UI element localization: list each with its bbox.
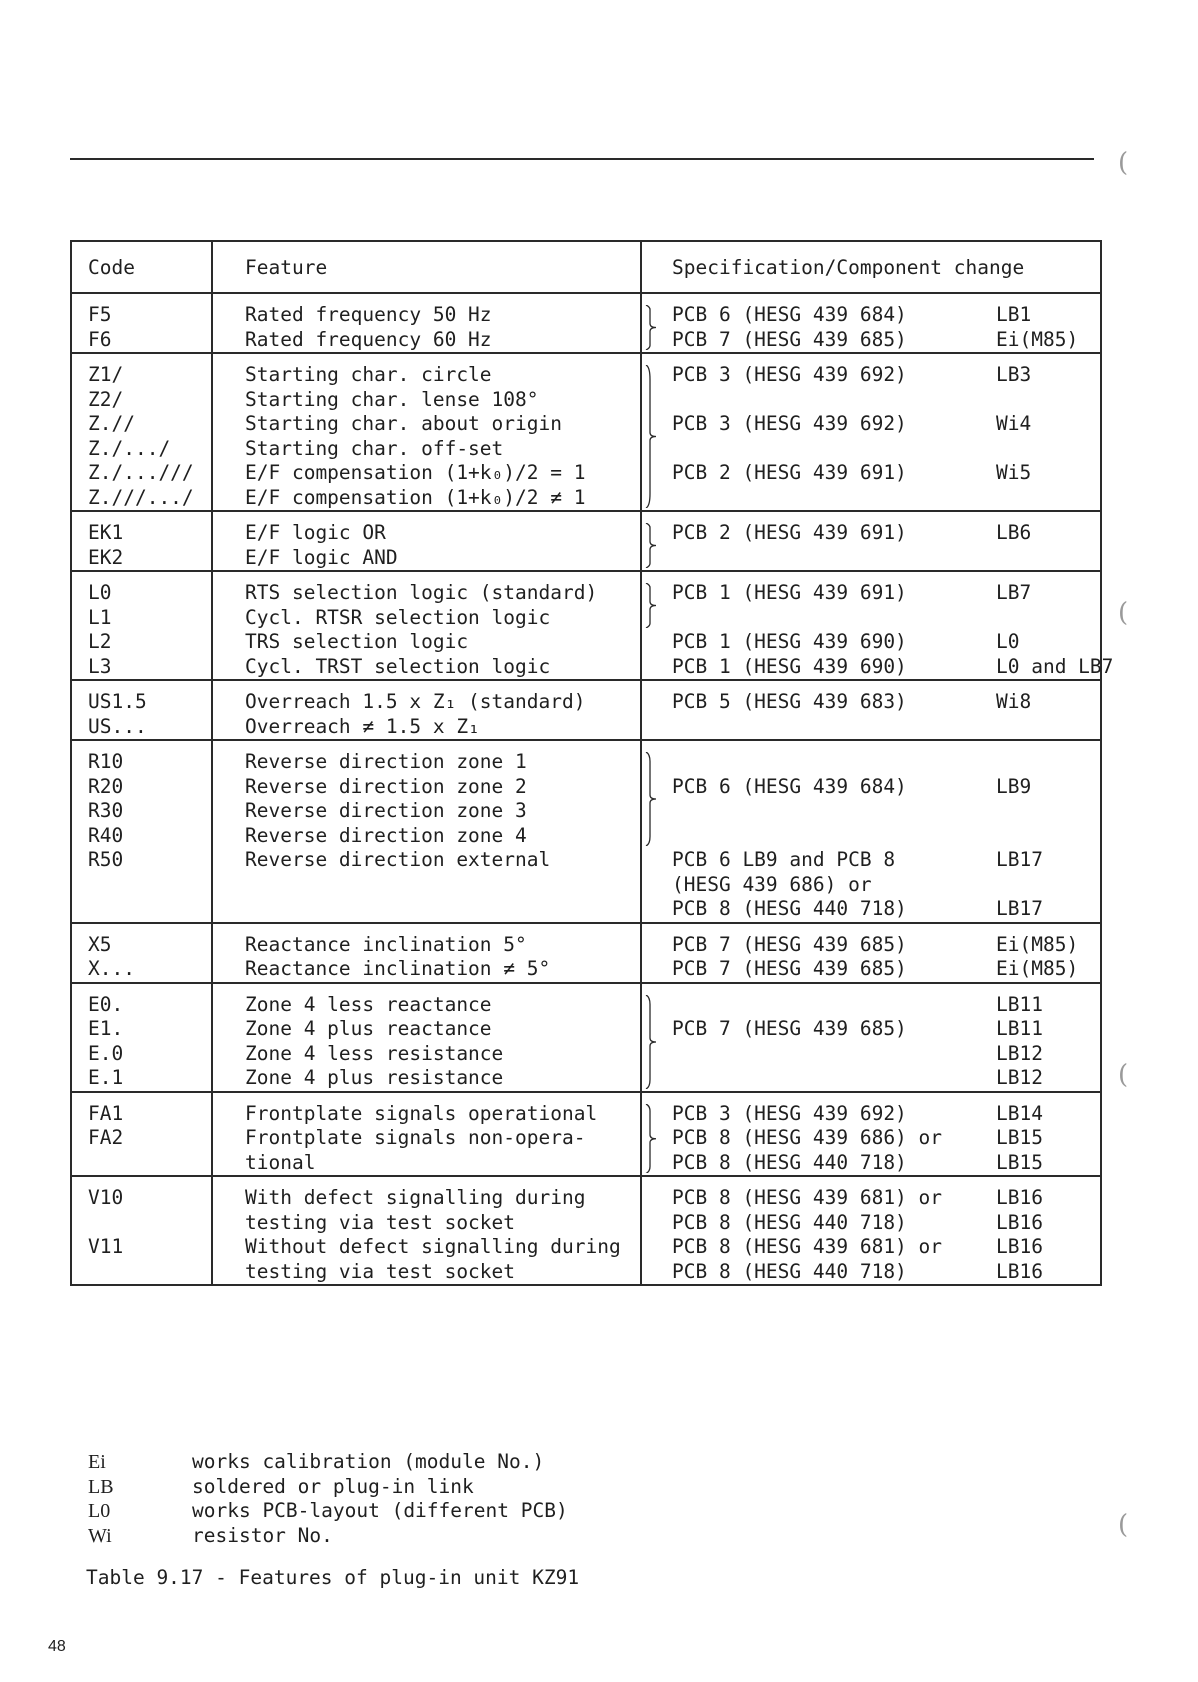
feature-cell bbox=[212, 740, 641, 923]
spec-text bbox=[672, 750, 996, 775]
code-line: E0. bbox=[88, 992, 124, 1016]
table-row bbox=[71, 293, 1101, 353]
spec-line bbox=[672, 1211, 1088, 1236]
component-change: LB16 bbox=[996, 1259, 1043, 1283]
code-line bbox=[88, 1151, 211, 1176]
component-change: LB6 bbox=[996, 521, 1032, 544]
spec-line bbox=[672, 750, 1088, 775]
code-cell bbox=[71, 353, 212, 511]
component-change: LB17 bbox=[996, 897, 1043, 920]
margin-mark: ( bbox=[1118, 1510, 1129, 1540]
component-change: LB14 bbox=[996, 1101, 1043, 1125]
feature-line: Overreach ≠ 1.5 x Z₁ bbox=[245, 714, 480, 738]
feature-line: testing via test socket bbox=[245, 1259, 516, 1283]
header-spec: Specification/Component change bbox=[641, 241, 1101, 293]
spec-line bbox=[672, 1186, 1088, 1211]
spec-cell bbox=[641, 1092, 1101, 1177]
feature-line: E/F compensation (1+k₀)/2 = 1 bbox=[245, 461, 586, 484]
legend-desc: resistor No. bbox=[192, 1523, 333, 1547]
brace-icon bbox=[644, 995, 658, 1089]
feature-line: E/F compensation (1+k₀)/2 ≠ 1 bbox=[245, 485, 586, 509]
legend-desc: works calibration (module No.) bbox=[192, 1450, 545, 1473]
feature-line: Without defect signalling during bbox=[245, 1235, 621, 1258]
feature-line: tional bbox=[245, 1150, 316, 1174]
feature-line: Rated frequency 50 Hz bbox=[245, 303, 492, 326]
feature-cell bbox=[212, 923, 641, 983]
spec-cell bbox=[641, 983, 1101, 1092]
feature-line: Frontplate signals non-opera- bbox=[245, 1126, 586, 1149]
spec-line bbox=[672, 848, 1088, 873]
table-row bbox=[71, 511, 1101, 571]
feature-line: Reverse direction zone 3 bbox=[245, 799, 527, 822]
component-change bbox=[996, 486, 1088, 511]
feature-line: Zone 4 less reactance bbox=[245, 992, 492, 1016]
code-line: L3 bbox=[88, 654, 112, 678]
component-change: LB12 bbox=[996, 1041, 1043, 1065]
spec-line bbox=[672, 993, 1088, 1018]
code-line: F5 bbox=[88, 303, 112, 326]
code-cell bbox=[71, 511, 212, 571]
spec-text: PCB 3 (HESG 439 692) bbox=[672, 363, 907, 386]
spec-text bbox=[672, 824, 996, 849]
feature-line: Overreach 1.5 x Z₁ (standard) bbox=[245, 690, 586, 713]
code-line: Z1/ bbox=[88, 363, 124, 386]
spec-text bbox=[672, 715, 996, 740]
spec-line bbox=[672, 690, 1088, 715]
feature-line: Starting char. lense 108° bbox=[245, 387, 539, 411]
spec-line bbox=[672, 873, 1088, 898]
feature-line: Starting char. off-set bbox=[245, 436, 504, 460]
code-line: FA2 bbox=[88, 1126, 124, 1149]
code-line: L2 bbox=[88, 630, 112, 653]
spec-text: PCB 2 (HESG 439 691) bbox=[672, 521, 907, 544]
top-rule bbox=[70, 158, 1094, 160]
spec-line bbox=[672, 1102, 1088, 1127]
margin-mark: ( bbox=[1118, 598, 1129, 628]
code-line: L1 bbox=[88, 605, 112, 629]
features-table bbox=[70, 240, 1114, 1286]
spec-text bbox=[672, 437, 996, 462]
spec-line bbox=[672, 328, 1088, 353]
feature-line: Zone 4 plus resistance bbox=[245, 1066, 504, 1089]
feature-line: RTS selection logic (standard) bbox=[245, 581, 598, 604]
spec-text: PCB 6 LB9 and PCB 8 bbox=[672, 848, 896, 871]
component-change: LB11 bbox=[996, 1017, 1043, 1040]
component-change: LB16 bbox=[996, 1186, 1043, 1209]
feature-line: Reverse direction zone 2 bbox=[245, 774, 527, 798]
legend-item bbox=[88, 1499, 568, 1524]
header-code: Code bbox=[71, 241, 212, 293]
brace-icon bbox=[644, 305, 658, 350]
spec-line bbox=[672, 957, 1088, 982]
spec-line bbox=[672, 388, 1088, 413]
code-line: US... bbox=[88, 714, 147, 738]
spec-line bbox=[672, 486, 1088, 511]
feature-line: E/F logic OR bbox=[245, 521, 386, 544]
spec-text bbox=[672, 546, 996, 571]
feature-line: Cycl. TRST selection logic bbox=[245, 654, 551, 678]
header-feature: Feature bbox=[212, 241, 641, 293]
code-line bbox=[88, 1260, 211, 1285]
feature-cell bbox=[212, 353, 641, 511]
code-line: V10 bbox=[88, 1186, 124, 1209]
spec-line bbox=[672, 1066, 1088, 1091]
component-change: LB15 bbox=[996, 1126, 1043, 1149]
spec-text bbox=[672, 1066, 996, 1091]
spec-cell bbox=[641, 511, 1101, 571]
spec-line bbox=[672, 1017, 1088, 1042]
spec-line bbox=[672, 363, 1088, 388]
page-number: 48 bbox=[48, 1638, 66, 1655]
code-line bbox=[88, 873, 211, 898]
component-change bbox=[996, 715, 1088, 740]
legend-desc: soldered or plug-in link bbox=[192, 1474, 474, 1498]
feature-line: Frontplate signals operational bbox=[245, 1101, 598, 1125]
code-line: F6 bbox=[88, 327, 112, 351]
legend-key: L0 bbox=[88, 1500, 111, 1522]
legend-item bbox=[88, 1475, 568, 1500]
code-line: R30 bbox=[88, 799, 124, 822]
code-line: US1.5 bbox=[88, 690, 147, 713]
spec-text: PCB 5 (HESG 439 683) bbox=[672, 690, 907, 713]
spec-cell bbox=[641, 353, 1101, 511]
spec-text: PCB 7 (HESG 439 685) bbox=[672, 1017, 907, 1040]
code-cell bbox=[71, 983, 212, 1092]
component-change: LB16 bbox=[996, 1235, 1043, 1258]
feature-line: Zone 4 less resistance bbox=[245, 1041, 504, 1065]
code-line: V11 bbox=[88, 1235, 124, 1258]
table-row bbox=[71, 1176, 1101, 1285]
brace-icon bbox=[644, 523, 658, 568]
spec-line bbox=[672, 630, 1088, 655]
code-cell bbox=[71, 923, 212, 983]
code-cell bbox=[71, 1176, 212, 1285]
code-cell bbox=[71, 740, 212, 923]
component-change: LB11 bbox=[996, 992, 1043, 1016]
code-line: FA1 bbox=[88, 1101, 124, 1125]
component-change: LB15 bbox=[996, 1150, 1043, 1174]
component-change bbox=[996, 546, 1088, 571]
spec-text: PCB 1 (HESG 439 690) bbox=[672, 630, 907, 653]
feature-line: Zone 4 plus reactance bbox=[245, 1017, 492, 1040]
spec-cell bbox=[641, 740, 1101, 923]
spec-line bbox=[672, 897, 1088, 922]
code-cell bbox=[71, 571, 212, 680]
code-line: R40 bbox=[88, 823, 124, 847]
spec-line bbox=[672, 1126, 1088, 1151]
feature-line: Reverse direction zone 1 bbox=[245, 750, 527, 773]
component-change: Wi4 bbox=[996, 412, 1032, 435]
spec-line bbox=[672, 1260, 1088, 1285]
feature-cell bbox=[212, 1176, 641, 1285]
code-line: X5 bbox=[88, 932, 112, 956]
feature-cell bbox=[212, 511, 641, 571]
code-line: E.1 bbox=[88, 1066, 124, 1089]
spec-text: PCB 8 (HESG 439 686) or bbox=[672, 1126, 943, 1149]
spec-text: PCB 8 (HESG 440 718) bbox=[672, 1210, 907, 1234]
spec-text: PCB 8 (HESG 440 718) bbox=[672, 1150, 907, 1174]
feature-line: E/F logic AND bbox=[245, 545, 398, 569]
feature-line: Starting char. about origin bbox=[245, 412, 562, 435]
spec-cell bbox=[641, 571, 1114, 680]
spec-text bbox=[672, 799, 996, 824]
table-row bbox=[71, 923, 1101, 983]
spec-line bbox=[672, 1151, 1088, 1176]
spec-line bbox=[672, 715, 1088, 740]
legend-item bbox=[88, 1450, 568, 1475]
component-change bbox=[996, 437, 1088, 462]
component-change: LB7 bbox=[996, 581, 1032, 604]
component-change bbox=[996, 750, 1088, 775]
brace-icon bbox=[644, 365, 658, 508]
legend-desc: works PCB-layout (different PCB) bbox=[192, 1499, 568, 1522]
spec-line bbox=[672, 824, 1088, 849]
margin-mark: ( bbox=[1118, 148, 1129, 178]
code-line bbox=[88, 1211, 211, 1236]
legend-key: Wi bbox=[88, 1524, 112, 1547]
component-change: Wi5 bbox=[996, 461, 1032, 484]
table-row bbox=[71, 571, 1101, 680]
feature-line: Starting char. circle bbox=[245, 363, 492, 386]
code-line: EK2 bbox=[88, 545, 124, 569]
component-change: LB3 bbox=[996, 363, 1032, 386]
spec-cell bbox=[641, 293, 1101, 353]
feature-line: Reactance inclination 5° bbox=[245, 932, 527, 956]
spec-text: PCB 1 (HESG 439 690) bbox=[672, 654, 907, 678]
spec-text: PCB 8 (HESG 439 681) or bbox=[672, 1235, 943, 1258]
feature-cell bbox=[212, 983, 641, 1092]
feature-line: Reverse direction zone 4 bbox=[245, 823, 527, 847]
component-change bbox=[996, 388, 1088, 413]
table-row bbox=[71, 1092, 1101, 1177]
spec-line bbox=[672, 437, 1088, 462]
code-line: X... bbox=[88, 957, 135, 980]
spec-line bbox=[672, 461, 1088, 486]
spec-text: PCB 8 (HESG 439 681) or bbox=[672, 1186, 943, 1209]
component-change bbox=[996, 799, 1088, 824]
brace-icon bbox=[644, 583, 658, 628]
spec-text bbox=[672, 388, 996, 413]
feature-line: With defect signalling during bbox=[245, 1186, 586, 1209]
component-change: Ei(M85) bbox=[996, 957, 1079, 980]
spec-text bbox=[672, 1042, 996, 1067]
code-line: R20 bbox=[88, 774, 124, 798]
component-change: LB12 bbox=[996, 1066, 1043, 1089]
feature-line: Rated frequency 60 Hz bbox=[245, 327, 492, 351]
component-change: Ei(M85) bbox=[996, 327, 1079, 351]
feature-cell bbox=[212, 571, 641, 680]
component-change: LB16 bbox=[996, 1210, 1043, 1234]
spec-line bbox=[672, 1235, 1088, 1260]
feature-line bbox=[245, 897, 640, 922]
feature-line: TRS selection logic bbox=[245, 630, 469, 653]
spec-line bbox=[672, 581, 1088, 606]
spec-text: (HESG 439 686) or bbox=[672, 872, 872, 896]
table-row bbox=[71, 983, 1101, 1092]
spec-text: PCB 6 (HESG 439 684) bbox=[672, 303, 907, 326]
spec-text: PCB 7 (HESG 439 685) bbox=[672, 957, 907, 980]
code-line: E.0 bbox=[88, 1041, 124, 1065]
spec-line bbox=[672, 606, 1088, 631]
component-change bbox=[996, 873, 1088, 898]
spec-line bbox=[672, 933, 1088, 958]
spec-text: PCB 6 (HESG 439 684) bbox=[672, 774, 907, 798]
feature-line: testing via test socket bbox=[245, 1210, 516, 1234]
code-cell bbox=[71, 680, 212, 740]
code-line: E1. bbox=[88, 1017, 124, 1040]
feature-line: Reactance inclination ≠ 5° bbox=[245, 957, 551, 980]
spec-cell bbox=[641, 1176, 1101, 1285]
code-line: EK1 bbox=[88, 521, 124, 544]
spec-cell bbox=[641, 923, 1101, 983]
code-line: Z2/ bbox=[88, 387, 124, 411]
component-change: Wi8 bbox=[996, 690, 1032, 713]
component-change bbox=[996, 606, 1088, 631]
spec-text bbox=[672, 606, 996, 631]
table-row bbox=[71, 353, 1101, 511]
spec-line bbox=[672, 303, 1088, 328]
brace-icon bbox=[644, 752, 658, 846]
spec-cell bbox=[641, 680, 1101, 740]
component-change: LB1 bbox=[996, 303, 1032, 326]
feature-cell bbox=[212, 680, 641, 740]
spec-line bbox=[672, 775, 1088, 800]
spec-text: PCB 3 (HESG 439 692) bbox=[672, 1101, 907, 1125]
component-change: LB17 bbox=[996, 848, 1043, 871]
feature-line bbox=[245, 873, 640, 898]
spec-line bbox=[672, 546, 1088, 571]
spec-line bbox=[672, 654, 1114, 680]
code-line bbox=[88, 897, 211, 922]
code-cell bbox=[71, 1092, 212, 1177]
code-line: Z./.../ bbox=[88, 436, 171, 460]
feature-cell bbox=[212, 293, 641, 353]
spec-line bbox=[672, 799, 1088, 824]
legend bbox=[88, 1450, 568, 1548]
component-change: L0 and LB7 bbox=[996, 654, 1114, 678]
code-cell bbox=[71, 293, 212, 353]
spec-text bbox=[672, 486, 996, 511]
component-change: LB9 bbox=[996, 774, 1032, 798]
code-line: R50 bbox=[88, 848, 124, 871]
spec-text: PCB 8 (HESG 440 718) bbox=[672, 1259, 907, 1283]
spec-text: PCB 2 (HESG 439 691) bbox=[672, 461, 907, 484]
component-change bbox=[996, 824, 1088, 849]
spec-text: PCB 7 (HESG 439 685) bbox=[672, 327, 907, 351]
spec-text: PCB 7 (HESG 439 685) bbox=[672, 932, 907, 956]
spec-line bbox=[672, 521, 1088, 546]
code-line: Z./.../// bbox=[88, 461, 206, 484]
spec-text: PCB 1 (HESG 439 691) bbox=[672, 581, 907, 604]
spec-text bbox=[672, 993, 996, 1018]
code-line: L0 bbox=[88, 581, 112, 604]
legend-key: Ei bbox=[88, 1451, 106, 1473]
legend-item bbox=[88, 1524, 568, 1549]
code-line: R10 bbox=[88, 750, 124, 773]
spec-text: PCB 3 (HESG 439 692) bbox=[672, 412, 907, 435]
table-caption: Table 9.17 - Features of plug-in unit KZ91 bbox=[86, 1566, 580, 1589]
legend-key: LB bbox=[88, 1475, 114, 1498]
spec-text: PCB 8 (HESG 440 718) bbox=[672, 897, 907, 920]
spec-line bbox=[672, 1042, 1088, 1067]
component-change: L0 bbox=[996, 630, 1020, 653]
code-line: Z.// bbox=[88, 412, 135, 435]
component-change: Ei(M85) bbox=[996, 932, 1079, 956]
margin-mark: ( bbox=[1118, 1060, 1129, 1090]
feature-cell bbox=[212, 1092, 641, 1177]
table-row bbox=[71, 740, 1101, 923]
spec-line bbox=[672, 412, 1088, 437]
brace-icon bbox=[644, 1104, 658, 1174]
feature-line: Reverse direction external bbox=[245, 848, 551, 871]
table-row bbox=[71, 680, 1101, 740]
code-line: Z.///.../ bbox=[88, 485, 194, 509]
feature-line: Cycl. RTSR selection logic bbox=[245, 605, 551, 629]
table-header-row bbox=[71, 241, 1101, 293]
